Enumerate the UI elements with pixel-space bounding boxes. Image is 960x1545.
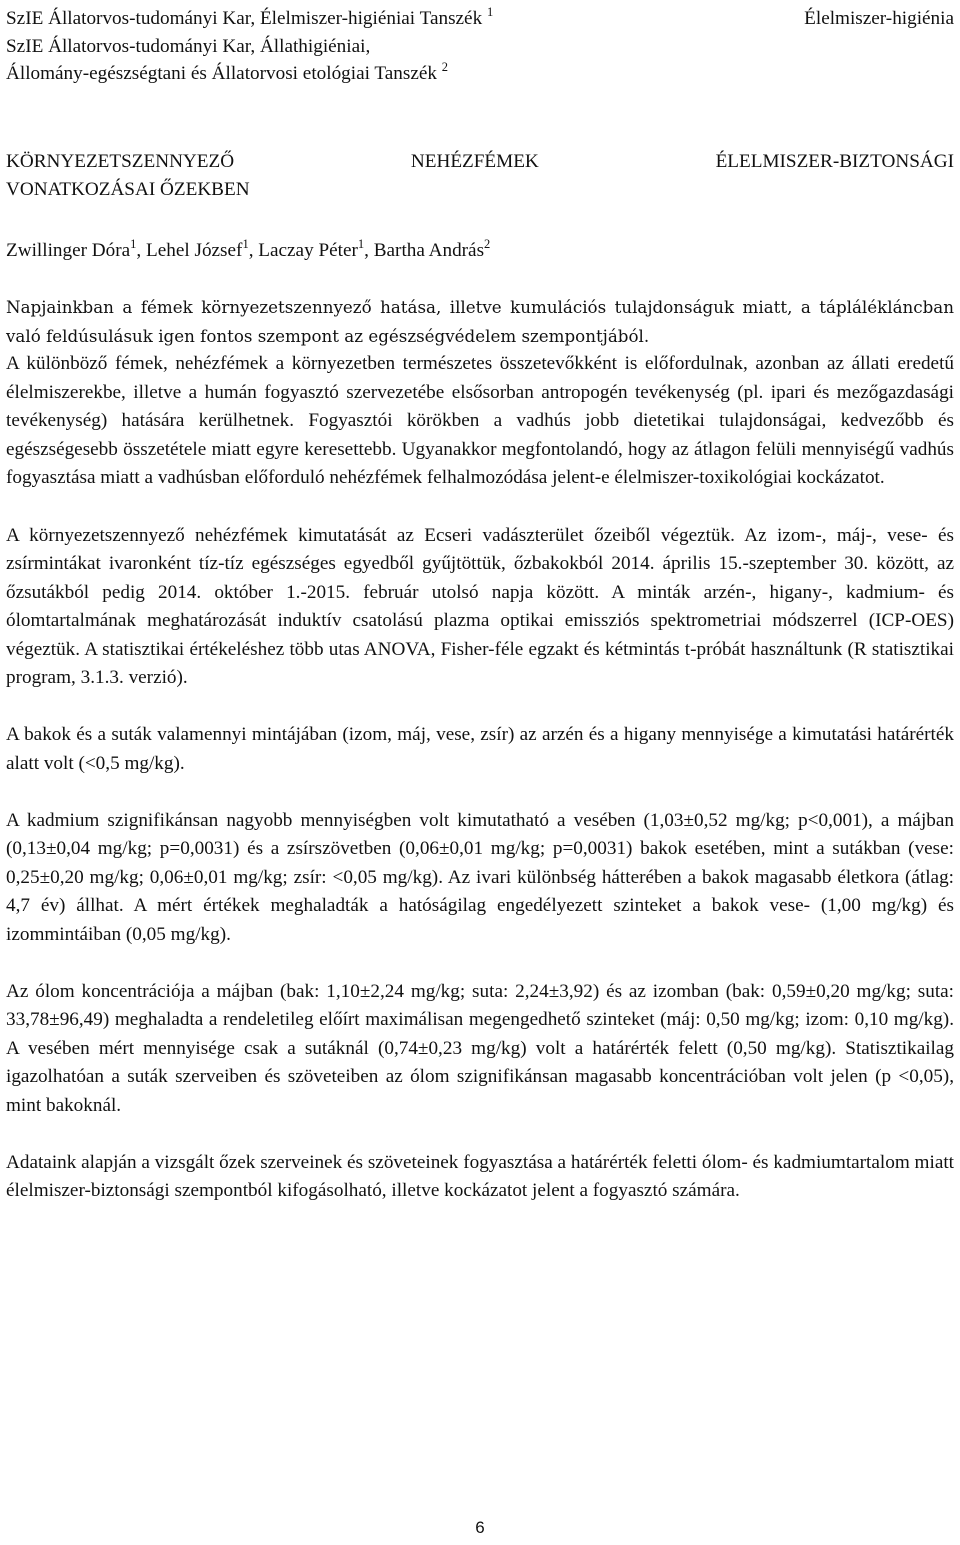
author-name: Laczay Péter xyxy=(258,240,358,261)
author-name: Bartha András xyxy=(373,240,485,261)
paragraph-methods: A környezetszennyező nehézfémek kimutatását az Ecseri vadászterület őzeiből végeztük. Az izom-, máj-, vese- és zsírmintákat ivaronként tíz-tíz egészséges egyedből gyűjtöttük, őzbakokból 2014. április 15.-szeptember 30. között, az őzsutákból pedig 2014. október 1.-2015. február utolsó napja között. A minták arzén-, higany-, kadmium- és ólomtartalmának meghatározását induktív csatolású plazma optikai emissziós spektrometriai módszerrel (ICP-OES) végeztük. A statisztikai értékeléshez több utas ANOVA, Fisher-féle egzakt és kétmintás t-próbát használtunk (R statisztikai program, 3.1.3. verzió). xyxy=(6,524,954,689)
paragraph-lead: Az ólom koncentrációja a májban (bak: 1,10±2,24 mg/kg; suta: 2,24±3,92) és az izomban (bak: 0,59±0,20 mg/kg; suta: 33,78±96,49) meghaladta a rendeletileg előírt maximálisan megengedhető szinteket (máj: 0,50 mg/kg; izom: 0,10 mg/kg). A vesében mért mennyisége csak a sutáknál (0,74±0,23 mg/kg) volt a határérték felett (0,50 mg/kg). Statisztikailag igazolhatóan a suták szerveiben és szöveteiben az ólom szignifikánsan magasabb koncentrációban volt jelen (p <0,05), mint bakoknál. xyxy=(6,980,954,1116)
affiliation-1-sup: 1 xyxy=(486,4,494,19)
author-separator: , xyxy=(364,240,374,261)
document-page xyxy=(6,0,954,1202)
affiliations xyxy=(6,5,726,88)
paragraph-intro-part1: Napjainkban a fémek környezetszennyező hatása, illetve kumulációs tulajdonságuk miatt, a táplálékláncban való feldúsulásuk igen fontos szempont az egészségvédelem szempontjából. xyxy=(6,297,954,346)
affiliation-1-text: SzIE Állatorvos-tudományi Kar, Élelmiszer-higiéniai Tanszék xyxy=(6,8,483,29)
author-list xyxy=(6,237,490,265)
paragraph-cadmium: A kadmium szignifikánsan nagyobb mennyiségben volt kimutatható a vesében (1,03±0,52 mg/kg; p<0,001), a májban (0,13±0,04 mg/kg; p=0,0031) és a zsírszövetben (0,06±0,01 mg/kg; p=0,0031) bakok esetében, mint a sutákban (vese: 0,25±0,20 mg/kg; 0,06±0,01 mg/kg; zsír: <0,05 mg/kg). Az ivari különbség hátterében a bakok magasabb életkora (átlag: 4,7 év) állhat. A mért értékek meghaladták a hatóságilag engedélyezett szinteket a bakok vese- (1,00 mg/kg) és izommintáiban (0,05 mg/kg). xyxy=(6,809,954,945)
author-affiliation-sup: 1 xyxy=(242,236,249,251)
author-name: Lehel József xyxy=(146,240,243,261)
author-name: Zwillinger Dóra xyxy=(6,240,131,261)
author-affiliation-sup: 1 xyxy=(130,236,137,251)
paragraph-conclusion: Adataink alapján a vizsgált őzek szerveinek és szöveteinek fogyasztása a határérték feletti ólom- és kadmiumtartalom miatt élelmiszer-biztonsági szempontból kifogásolható, illetve kockázatot jelent a fogyasztó számára. xyxy=(6,1151,954,1202)
author-affiliation-sup: 2 xyxy=(484,236,491,251)
author-separator: , xyxy=(136,240,146,261)
article-body xyxy=(6,293,954,1234)
paragraph-arsenic-mercury: A bakok és a suták valamennyi mintájában (izom, máj, vese, zsír) az arzén és a higany mennyisége a kimutatási határérték alatt volt (<0,5 mg/kg). xyxy=(6,724,954,774)
affiliation-2-line2-text: Állomány-egészségtani és Állatorvosi etológiai Tanszék xyxy=(6,63,437,84)
paragraph-intro-part2: A különböző fémek, nehézfémek a környezetben természetes összetevőkként is előfordulnak, azonban az állati eredetű élelmiszerekbe, illetve a humán fogyasztó szervezetébe elsősorban antropogén tevékenység (pl. ipari és mezőgazdasági tevékenység) hatására kerülhetnek. Fogyasztói körökben a vadhús jobb dietetikai tulajdonságai, kedvezőbb és egészségesebb összetétele miatt egyre keresettebb. Ugyanakkor megfontolandó, hogy az átlagon felüli mennyiségű vadhús fogyasztása miatt a vadhúsban előforduló nehézfémek felhalmozódása jelent-e élelmiszer-toxikológiai kockázatot. xyxy=(6,353,954,489)
section-label: Élelmiszer-higiénia xyxy=(804,8,954,29)
author-affiliation-sup: 1 xyxy=(357,236,365,251)
affiliation-1 xyxy=(6,5,726,33)
article-title-line2: VONATKOZÁSAI ŐZEKBEN xyxy=(6,179,250,200)
affiliation-2-sup: 2 xyxy=(441,59,449,74)
author-separator: , xyxy=(248,240,259,261)
affiliation-2-line2 xyxy=(6,60,726,88)
page-number: 6 xyxy=(475,1518,485,1537)
article-title-line1: KÖRNYEZETSZENNYEZŐ NEHÉZFÉMEK ÉLELMISZER-BIZTONSÁGI xyxy=(6,151,954,172)
page-header xyxy=(6,5,954,95)
affiliation-2-line1: SzIE Állatorvos-tudományi Kar, Állathigiéniai, xyxy=(6,35,371,57)
